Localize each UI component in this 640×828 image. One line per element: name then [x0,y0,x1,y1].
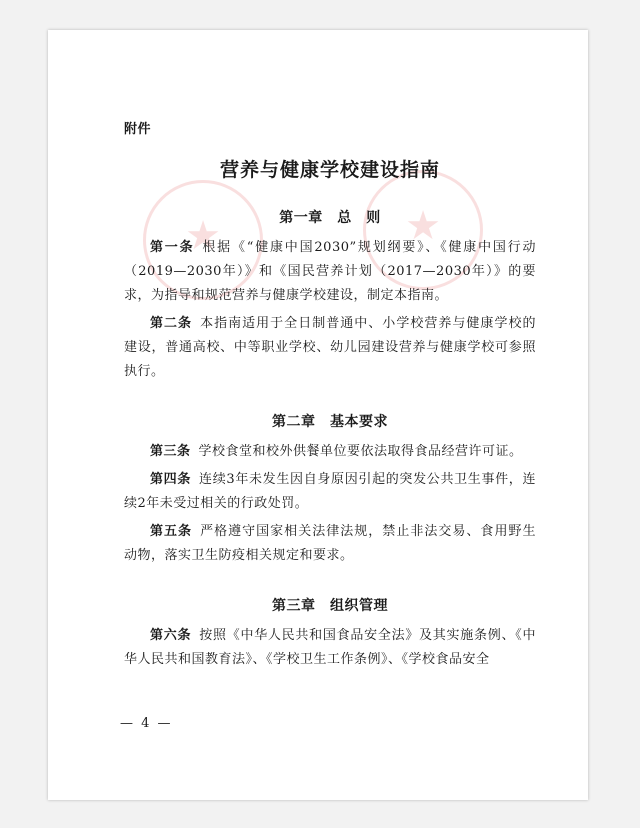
page-number: — 4 — [120,716,173,731]
star-icon: ★ [405,203,441,249]
article [124,312,536,384]
article-label: 第一条 [150,240,195,255]
article-label: 第四条 [150,472,192,487]
article-text: 根据《“健康中国2030”规划纲要》、《健康中国行动（2019—2030年）》和《国民营养计划（2017—2030年）》的要求，为指导和规范营养与健康学校建设，制定本指南。 [124,240,536,303]
article-text: 严格遵守国家相关法律法规，禁止非法交易、食用野生动物，落实卫生防疫相关规定和要求。 [124,524,536,563]
star-icon: ★ [185,213,221,259]
article-label: 第三条 [150,444,191,459]
document-body [124,118,536,676]
document-page [48,30,588,800]
article [124,468,536,516]
article [124,624,536,672]
article-text: 连续3年未发生因自身原因引起的突发公共卫生事件，连续2年未受过相关的行政处罚。 [124,472,536,511]
chapter-heading: 第一章 总 则 [279,210,381,226]
article-label: 第二条 [150,316,193,331]
chapter-heading: 第二章 基本要求 [272,414,388,430]
chapter-heading: 第三章 组织管理 [272,598,388,614]
article-text: 按照《中华人民共和国食品安全法》及其实施条例、《中华人民共和国教育法》、《学校卫生工作条例》、《学校食品安全 [124,628,536,667]
article-text: 本指南适用于全日制普通中、小学校营养与健康学校的建设，普通高校、中等职业学校、幼儿园建设营养与健康学校可参照执行。 [124,316,536,379]
article [124,440,536,464]
document-title: 营养与健康学校建设指南 [219,159,440,181]
attachment-label: 附件 [124,122,152,137]
article-text: 学校食堂和校外供餐单位要依法取得食品经营许可证。 [198,444,523,459]
article [124,236,536,308]
article-label: 第六条 [150,628,192,643]
article [124,520,536,568]
article-label: 第五条 [150,524,193,539]
